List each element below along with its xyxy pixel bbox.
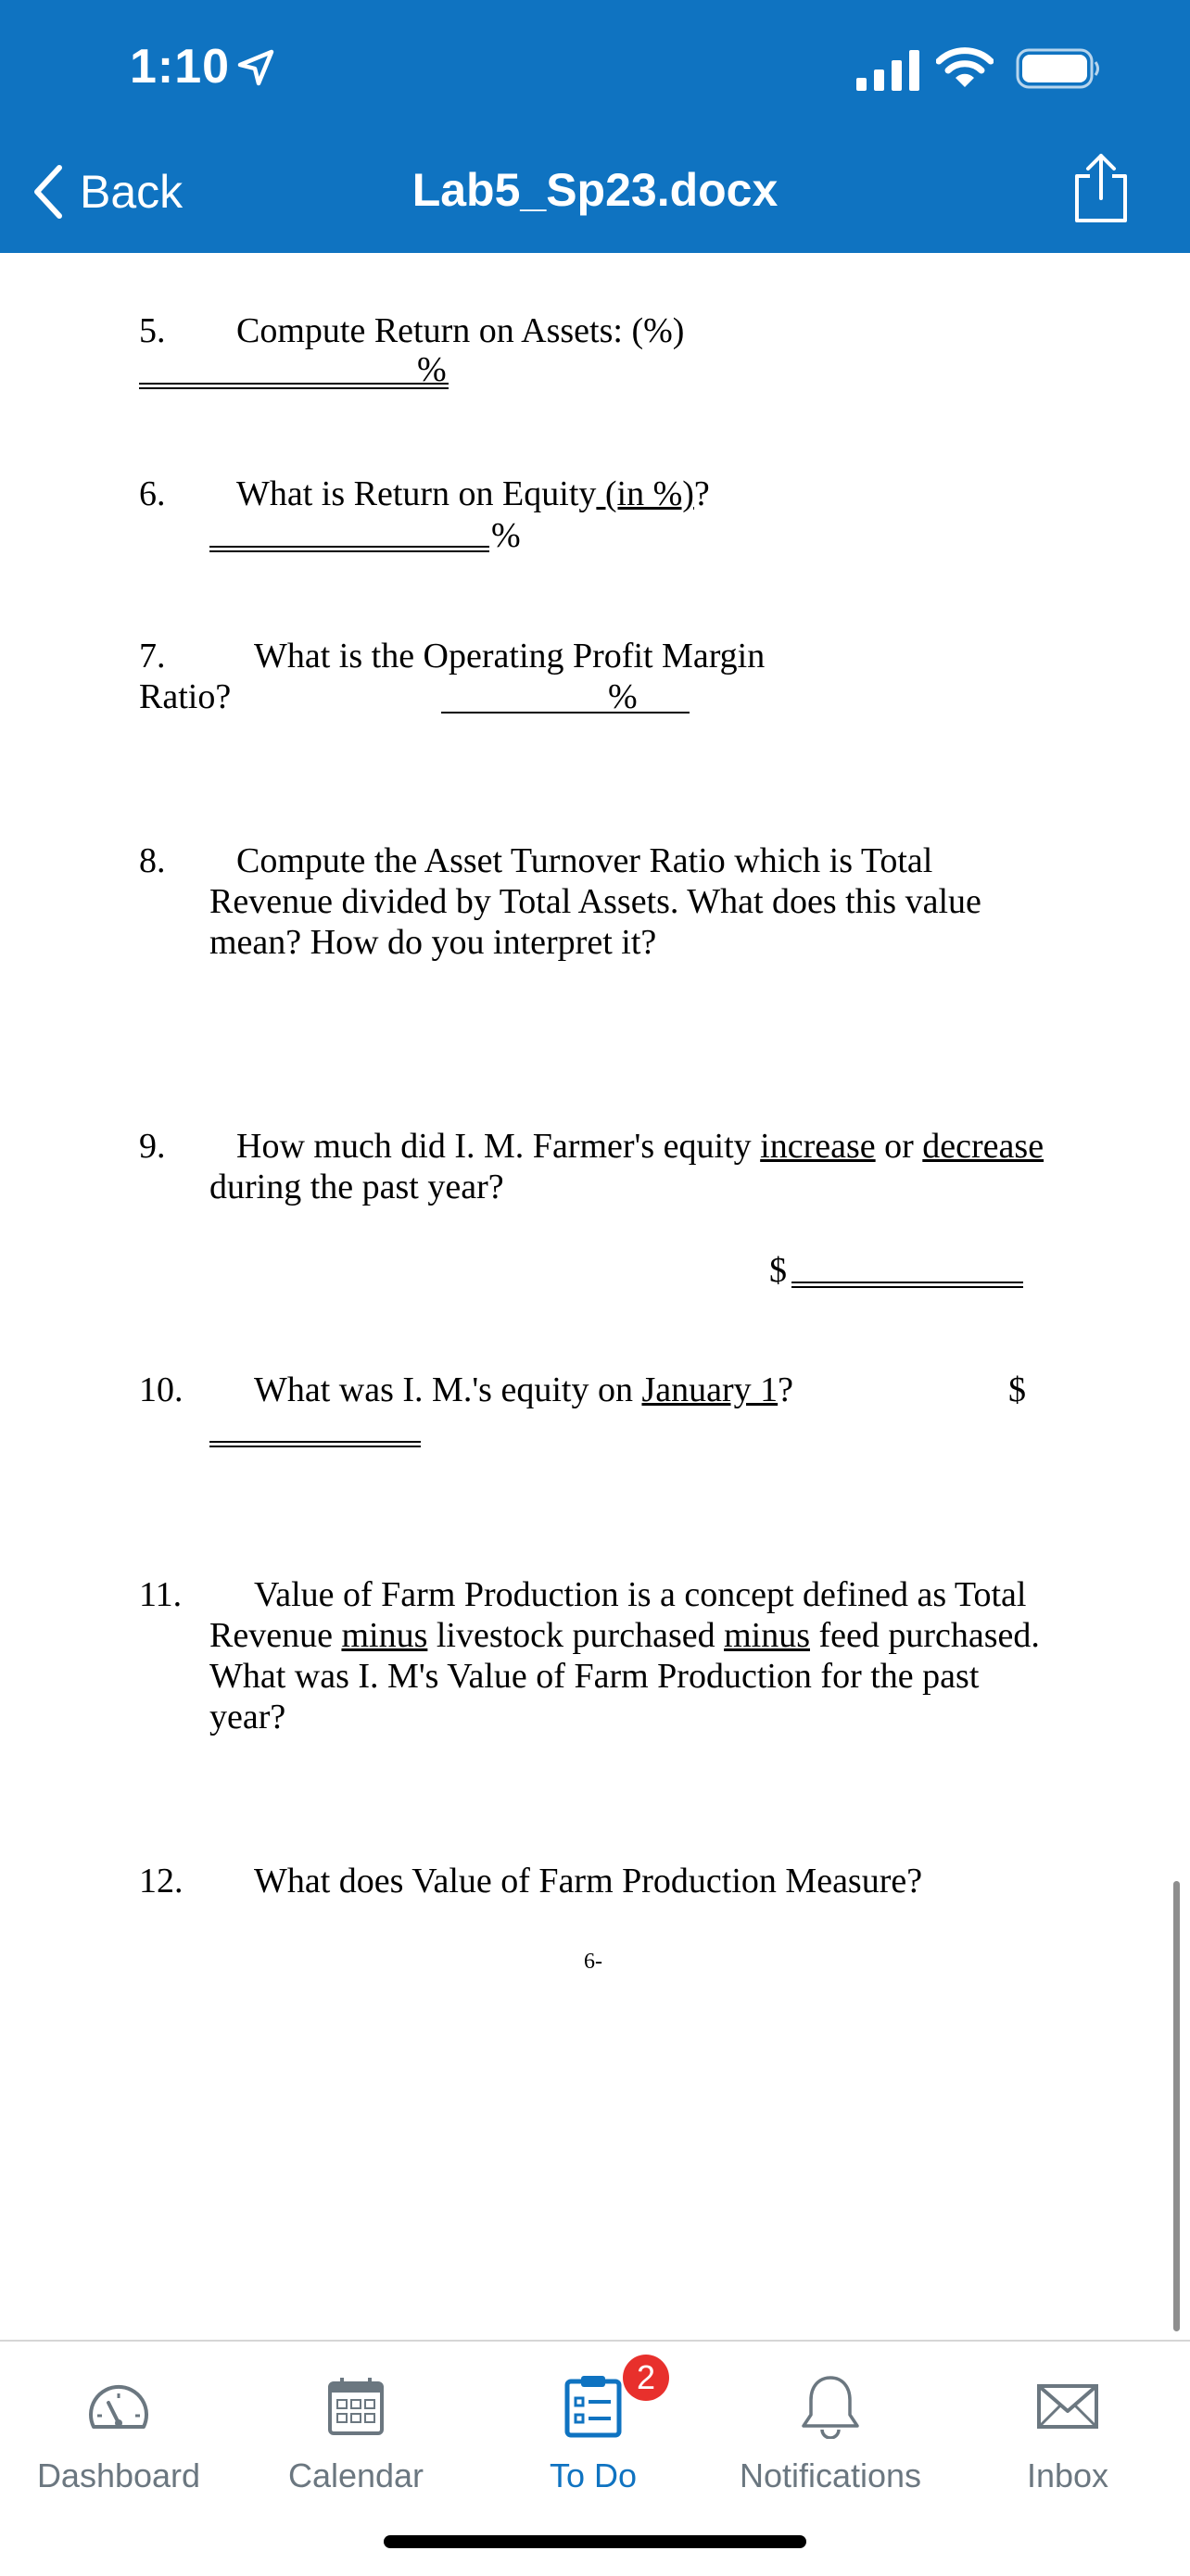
- q10-answer-line: [209, 1441, 421, 1447]
- dashboard-gauge-icon: [84, 2380, 153, 2432]
- q11-line4: year?: [209, 1698, 286, 1736]
- q5-answer-line: [139, 383, 449, 389]
- back-label: Back: [80, 166, 184, 218]
- tab-todo[interactable]: [475, 2342, 712, 2518]
- q10-number: 10.: [139, 1370, 184, 1409]
- q9-answer-line: [791, 1282, 1023, 1288]
- q11-line1: Value of Farm Production is a concept defined as Total: [254, 1575, 1027, 1614]
- chevron-left-icon: [32, 164, 63, 220]
- wifi-icon: [936, 46, 994, 89]
- tab-inbox[interactable]: [949, 2342, 1186, 2518]
- q11-number: 11.: [139, 1575, 183, 1614]
- q7-answer-line: [441, 712, 690, 713]
- q6-text: What is Return on Equity (in %)?: [236, 474, 710, 513]
- back-button[interactable]: [32, 159, 183, 224]
- q5-unit: %: [417, 350, 447, 389]
- battery-icon: [1016, 48, 1101, 89]
- app-header: [0, 0, 1190, 253]
- q10-text: What was I. M.'s equity on January 1?: [254, 1370, 794, 1409]
- q7-unit: %: [608, 677, 638, 716]
- q6-unit: %: [491, 516, 521, 555]
- tab-inbox-label: Inbox: [1026, 2456, 1109, 2494]
- q6-number: 6.: [139, 474, 166, 513]
- q9-number: 9.: [139, 1127, 166, 1166]
- q5-number: 5.: [139, 311, 166, 350]
- q7-line2: Ratio?: [139, 677, 232, 716]
- tab-calendar-label: Calendar: [287, 2456, 424, 2494]
- q8-line1: Compute the Asset Turnover Ratio which is Total: [236, 841, 933, 880]
- scrollbar-thumb[interactable]: [1173, 1881, 1180, 2331]
- tab-notifications-label: Notifications: [739, 2456, 922, 2494]
- q9-currency: $: [769, 1251, 787, 1290]
- q12-text: What does Value of Farm Production Measure?: [254, 1862, 923, 1900]
- document-title: Lab5_Sp23.docx: [411, 164, 779, 216]
- tab-todo-label: To Do: [549, 2456, 638, 2494]
- page-number: 6-: [584, 1950, 602, 1974]
- q11-line3: What was I. M's Value of Farm Production for the past: [209, 1657, 980, 1696]
- tab-calendar[interactable]: [237, 2342, 475, 2518]
- document-page: [0, 253, 1190, 2340]
- todo-count-badge: 2: [623, 2355, 669, 2401]
- status-time: 1:10: [130, 40, 231, 94]
- q11-line2: Revenue minus livestock purchased minus feed purchased.: [209, 1616, 1040, 1655]
- q8-number: 8.: [139, 841, 166, 880]
- cellular-signal-icon: [856, 50, 921, 91]
- share-icon[interactable]: [1071, 152, 1131, 224]
- envelope-icon: [1036, 2383, 1099, 2430]
- q9-line2: during the past year?: [209, 1168, 504, 1206]
- q5-text: Compute Return on Assets: (%): [236, 311, 685, 350]
- q9-line1: How much did I. M. Farmer's equity increase or decrease: [236, 1127, 1044, 1166]
- home-indicator[interactable]: [384, 2535, 806, 2548]
- q8-line2: Revenue divided by Total Assets. What does this value: [209, 882, 981, 921]
- q12-number: 12.: [139, 1862, 184, 1900]
- q7-number: 7.: [139, 637, 166, 676]
- q7-line1: What is the Operating Profit Margin: [254, 637, 766, 676]
- tab-dashboard-label: Dashboard: [36, 2456, 201, 2494]
- tab-dashboard[interactable]: [0, 2342, 237, 2518]
- q8-line3: mean? How do you interpret it?: [209, 923, 657, 962]
- q6-answer-line: [209, 546, 489, 552]
- tab-notifications[interactable]: [712, 2342, 949, 2518]
- bell-icon: [800, 2374, 861, 2439]
- calendar-icon: [327, 2376, 385, 2437]
- location-arrow-icon: [236, 48, 275, 87]
- todo-clipboard-icon: [564, 2374, 622, 2439]
- q10-currency: $: [1008, 1370, 1026, 1409]
